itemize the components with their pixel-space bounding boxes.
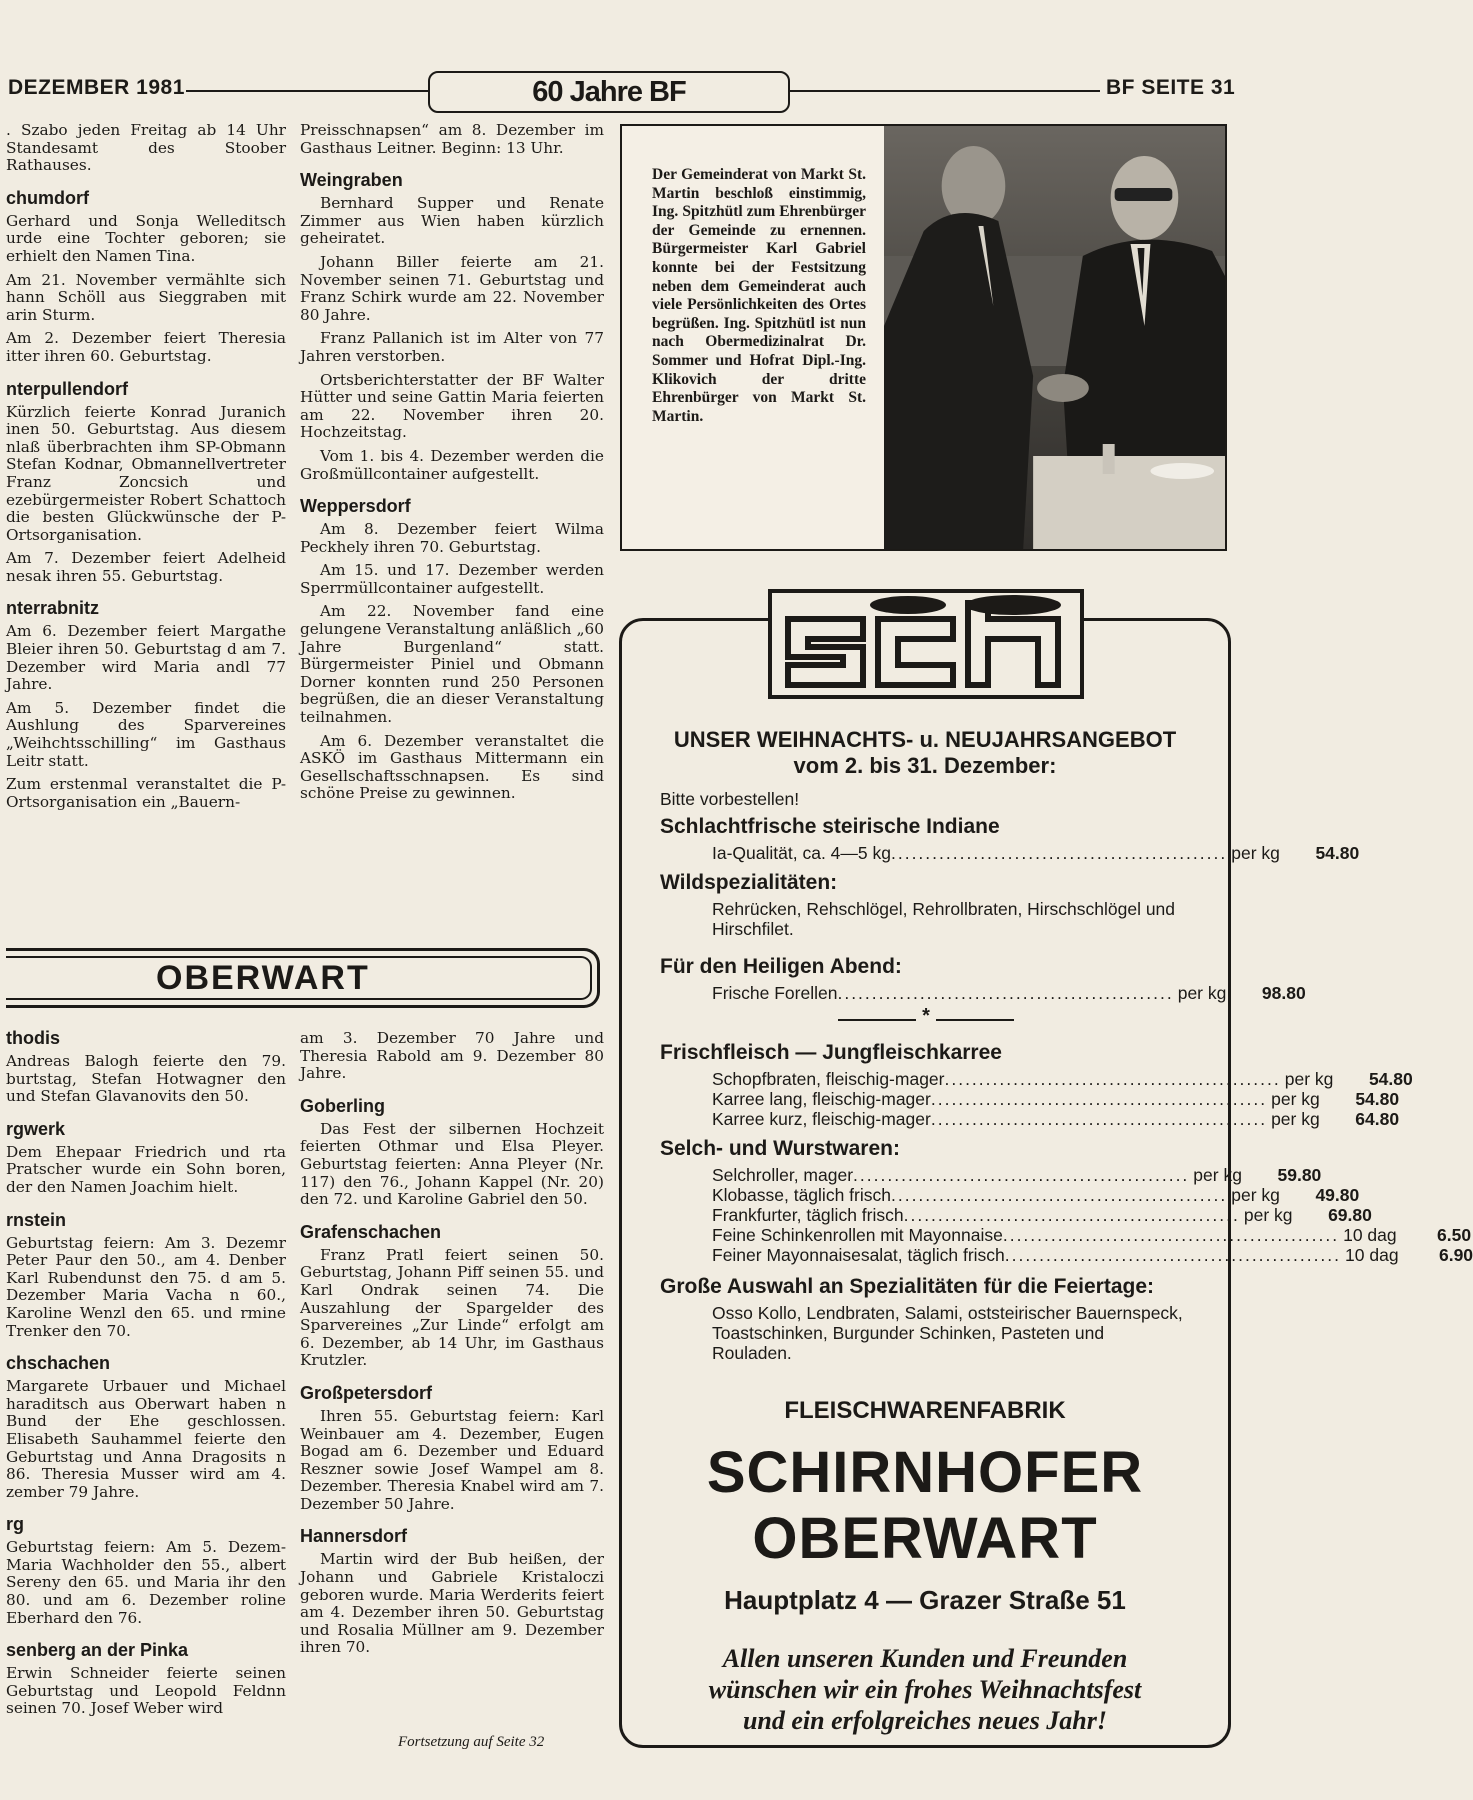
advertisement-schirnhofer [619,618,1473,1748]
article-paragraph: Geburtstag feiern: Am 5. Dezem- Maria Wachholder den 55., albert Sereny den 65. und Maria ihr den 80. und am 6. Dezember roline Eberhard den 76. [6,1538,286,1627]
place-heading: Grafenschachen [300,1221,442,1242]
company-name: SCHIRNHOFER [706,1440,1144,1505]
divider-star: * [916,1005,936,1028]
header-rule-left [186,90,436,92]
article-paragraph: Ortsberichterstatter der BF Walter Hütter und seine Gattin Maria feierten am 22. November ihren 20. Hochzeitstag. [300,370,604,442]
offer-title: UNSER WEIHNACHTS- u. NEUJAHRSANGEBOT [673,727,1177,752]
price-row: Selchroller, mager ................................................. per kg 59.80 [712,1165,1322,1185]
place-heading: Hannersdorf [300,1526,408,1547]
article-paragraph: Gerhard und Sonja Welleditsch urde eine Tochter geboren; sie erhielt den Namen Tina. [6,211,286,265]
header-page-number: BF SEITE 31 [1106,76,1236,99]
article-paragraph: Am 22. November fand eine gelungene Veranstaltung anläßlich „60 Jahre Burgenland“ statt. Bürgermeister Piniel und Obmann Dorner konnten rund 250 Personen begrüßen, die an dieser Veranstaltung teilnahmen. [300,602,604,727]
article-paragraph: Am 6. Dezember veranstaltet die ASKÖ im Gasthaus Mittermann ein Gesellschaftsschnapsen. Es sind schöne Preise zu gewinnen. [300,731,604,803]
header-date: DEZEMBER 1981 [8,76,185,99]
article-paragraph: Am 21. November vermählte sich hann Schöll aus Sieggraben mit arin Sturm. [6,270,286,324]
place-heading: chschachen [6,1353,111,1374]
article-paragraph: Am 2. Dezember feiert Theresia itter ihren 60. Geburtstag. [6,329,286,365]
place-heading: Weingraben [300,170,403,191]
preorder-note: Bitte vorbestellen! [660,789,800,809]
price-row: Ia-Qualität, ca. 4—5 kg ................................................. per kg 54.80 [712,843,1360,863]
article-paragraph: Am 6. Dezember feiert Margathe Bleier ihren 50. Geburtstag d am 7. Dezember wird Maria andl 77 Jahre. [6,622,286,694]
continued-note: Fortsetzung auf Seite 32 [398,1734,545,1750]
article-paragraph: Franz Pratl feiert seinen 50. Geburtstag, Johann Piff seinen 55. und Karl Ondrak seinen 74. Die Auszahlung der Spargelder des Sparvereines „Zur Linde“ erfolgt am 6. Dezember, ab 14 Uhr, im Gasthaus Krutzler. [300,1245,604,1370]
article-paragraph: Dem Ehepaar Friedrich und rta Pratscher wurde ein Sohn boren, der den Namen Joachim hielt. [6,1142,286,1196]
column-2-bottom [300,1030,604,1730]
price-row: Feiner Mayonnaisesalat, täglich frisch ................................................. 10 dag 6.90 [712,1245,1473,1265]
price-row: Schopfbraten, fleischig-mager ................................................. per kg 54.80 [712,1069,1413,1089]
place-heading: senberg an der Pinka [6,1640,189,1661]
column-1-top [6,122,286,922]
photo-box [620,124,1227,551]
company-type: FLEISCHWARENFABRIK [784,1397,1066,1424]
article-paragraph: Preisschnapsen“ am 8. Dezember im Gasthaus Leitner. Beginn: 13 Uhr. [300,121,604,157]
section-heiliger-abend: Für den Heiligen Abend: [660,955,902,978]
section-wild: Wildspezialitäten: [660,871,838,894]
place-heading: chumdorf [6,187,89,208]
place-heading: Goberling [300,1095,385,1116]
header-rule-right [782,90,1100,92]
article-paragraph: Franz Pallanich ist im Alter von 77 Jahren verstorben. [300,329,604,365]
price-row: Karree lang, fleischig-mager ................................................. per kg 54.80 [712,1089,1400,1109]
price-row: Feine Schinkenrollen mit Mayonnaise ................................................. 10 dag 6.50 [712,1225,1472,1245]
place-heading: rnstein [6,1209,67,1230]
greeting-line-2: wünschen wir ein frohes Weihnachtsfest [708,1675,1142,1704]
price-row: Frankfurter, täglich frisch ................................................. per kg 69.80 [712,1205,1372,1225]
place-heading: rg [6,1514,24,1535]
article-paragraph: Am 15. und 17. Dezember werden Sperrmüllcontainer aufgestellt. [300,561,604,597]
article-paragraph: Am 5. Dezember findet die Aushlung des Sparvereines „Weihchtsschilling“ im Gasthaus Leitr statt. [6,698,286,770]
section-banner-oberwart [6,948,600,1008]
section-indiane: Schlachtfrische steirische Indiane [660,815,1000,838]
column-2-top [300,122,604,922]
sch-logo [768,589,1084,703]
ceremony-photo [884,126,1225,549]
offer-dates: vom 2. bis 31. Dezember: [793,753,1057,778]
article-paragraph: Ihren 55. Geburtstag feiern: Karl Weinbauer am 4. Dezember, Eugen Bogad am 6. Dezember und Eduard Reszner sowie Josef Wampel am 8. Dezember. Theresia Knabel wird am 7. Dezember 50 Jahre. [300,1406,604,1513]
article-paragraph: am 3. Dezember 70 Jahre und Theresia Rabold am 9. Dezember 80 Jahre. [300,1029,604,1083]
article-paragraph: . Szabo jeden Freitag ab 14 Uhr Standesamt des Stoober Rathauses. [6,121,286,175]
price-row: Karree kurz, fleischig-mager ................................................. per kg 64.80 [712,1109,1400,1129]
greeting-line-3: und ein erfolgreiches neues Jahr! [742,1706,1108,1735]
article-paragraph: Erwin Schneider feierte seinen Geburtstag und Leopold Feldnn seinen 70. Josef Weber wird [6,1664,286,1718]
article-paragraph: Bernhard Supper und Renate Zimmer aus Wien haben kürzlich geheiratet. [300,194,604,248]
column-1-bottom [6,1028,286,1762]
article-paragraph: Andreas Balogh feierte den 79. burtstag, Stefan Hotwagner den und Stefan Glavanovits den 50. [6,1052,286,1106]
company-address: Hauptplatz 4 — Grazer Straße 51 [724,1585,1126,1615]
photo-caption: Der Gemeinderat von Markt St. Martin beschloß einstimmig, Ing. Spitzhütl zum Ehrenbürger der Gemeinde zu ernennen. Bürgermeister Karl Gabriel konnte bei der Festsitzung neben dem Gemeinderat auch viele Persönlichkeiten des Ortes begrüßen. Ing. Spitzhütl ist nun nach Obermedizinalrat Dr. Sommer und Hofrat Dipl.-Ing. Klikovich der dritte Ehrenbürger von Markt St. Martin. [652,166,866,425]
article-paragraph: Johann Biller feierte am 21. November seinen 71. Geburtstag und Franz Schirk wurde am 22. November 80 Jahre. [300,252,604,324]
section-wurstwaren: Selch- und Wurstwaren: [660,1137,900,1160]
section-feiertage: Große Auswahl an Spezialitäten für die Feiertage: [660,1275,1154,1298]
feiertage-items: Osso Kollo, Lendbraten, Salami, oststeirischer Bauernspeck, Toastschinken, Burgunder Schinken, Pasteten und Rouladen. [712,1303,1183,1363]
article-paragraph: Zum erstenmal veranstaltet die P-Ortsorganisation ein „Bauern- [6,775,286,811]
section-frischfleisch: Frischfleisch — Jungfleischkarree [660,1041,1002,1064]
price-row: Klobasse, täglich frisch ................................................. per kg 49.80 [712,1185,1360,1205]
place-heading: Großpetersdorf [300,1382,433,1403]
price-row: Frische Forellen ................................................. per kg 98.80 [712,983,1306,1003]
article-paragraph: Margarete Urbauer und Michael haraditsch aus Oberwart haben n Bund der Ehe geschlossen. Elisabeth Sauhammel feierte den Geburtstag und Anna Dragosits n 86. Theresia Musser wird am 4. zember 79 Jahre. [6,1377,286,1501]
company-city: OBERWART [752,1506,1098,1571]
wild-items: Rehrücken, Rehschlögel, Rehrollbraten, Hirschschlögel und Hirschfilet. [712,899,1176,939]
header-title-box [428,71,790,113]
place-heading: nterrabnitz [6,598,100,619]
place-heading: Weppersdorf [300,496,411,517]
header-title: 60 Jahre BF [532,76,686,108]
place-heading: rgwerk [6,1118,66,1139]
greeting-line-1: Allen unseren Kunden und Freunden [722,1644,1128,1673]
article-paragraph: Vom 1. bis 4. Dezember werden die Großmüllcontainer aufgestellt. [300,446,604,483]
article-paragraph: Das Fest der silbernen Hochzeit feierten Othmar und Elsa Pleyer. Geburtstag feierten: Anna Pleyer (Nr. 117) den 76., Johann Kappel (Nr. 20) den 72. und Karoline Gabriel den 50. [300,1119,604,1209]
article-paragraph: Am 7. Dezember feiert Adelheid nesak ihren 55. Geburtstag. [6,549,286,585]
place-heading: thodis [6,1028,60,1048]
article-paragraph: Kürzlich feierte Konrad Juranich inen 50. Geburtstag. Aus diesem nlaß überbrachten ihm SP-Obmann Stefan Kodnar, Obmannellvertreter Franz Zoncsich und ezebürgermeister Robert Schattoch die besten Glückwünsche der P-Ortsorganisation. [6,402,286,544]
place-heading: nterpullendorf [6,378,128,399]
article-paragraph: Martin wird der Bub heißen, der Johann und Gabriele Kristaloczi geboren wurde. Maria Werderits feiert am 4. Dezember ihren 50. Geburtstag und Rosalia Müllner am 9. Dezember ihren 70. [300,1550,604,1657]
article-paragraph: Geburtstag feiern: Am 3. Dezemr Peter Paur den 50., am 4. Denber Karl Rubendunst den 75. d am 5. Dezember Maria Vacha n 60., Karoline Wenzl den 65. und rmine Trenker den 70. [6,1233,286,1340]
section-title: OBERWART [156,959,370,997]
article-paragraph: Am 8. Dezember feiert Wilma Peckhely ihren 70. Geburtstag. [300,520,604,556]
